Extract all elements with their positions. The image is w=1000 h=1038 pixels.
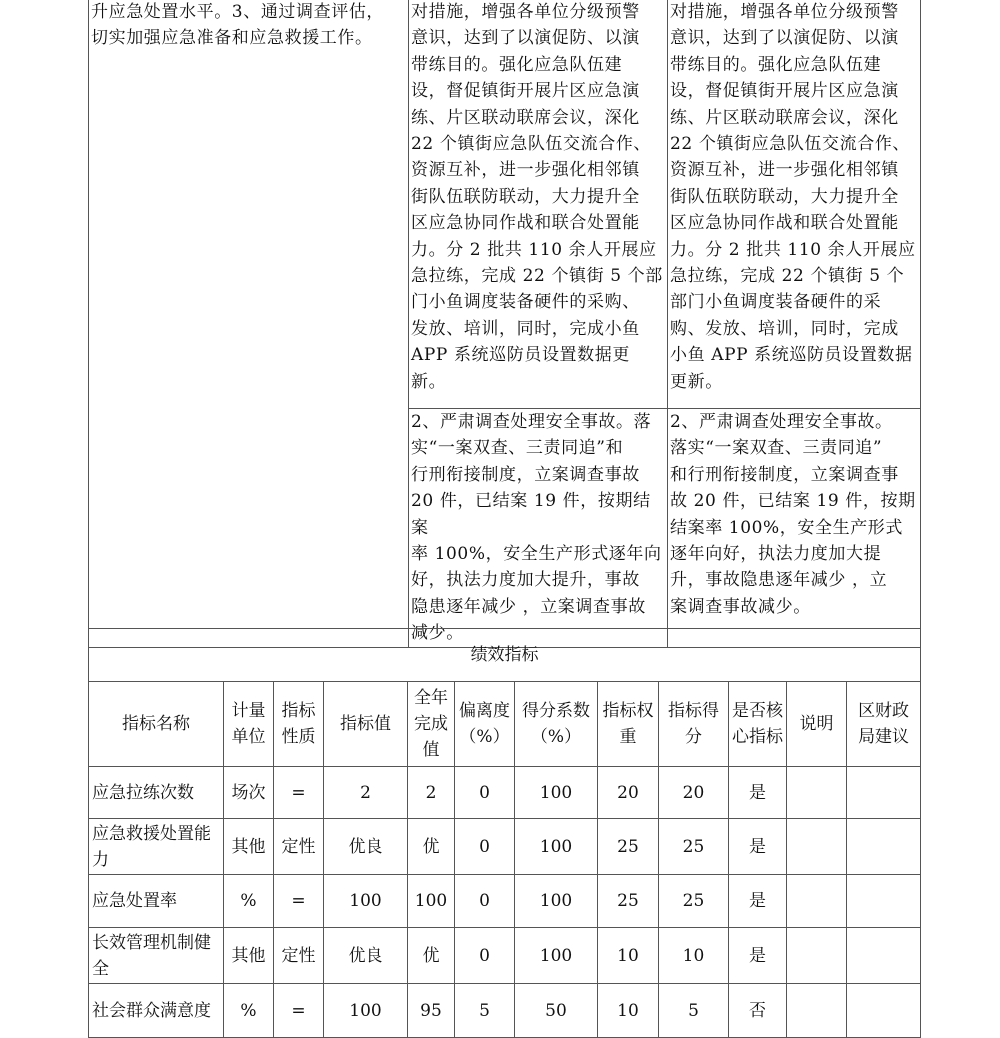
evaluation-text-2: 2、严肃调查处理安全事故。 落实“一案双查、三责同追” 和行刑衔接制度，立案调查事 故 20 件，已结案 19 件，按期 结案率 100%，安全生产形式 逐年向好，执法力度加大提 升，事故隐患逐年减少 ，立 案调查事故减少。 — [670, 412, 916, 617]
table-cell — [847, 984, 921, 1038]
table-header-row — [89, 682, 921, 767]
table-row — [89, 819, 921, 875]
table-cell: % — [224, 984, 274, 1038]
table-cell: = — [274, 984, 324, 1038]
table-cell: 应急拉练次数 — [89, 767, 224, 819]
table-cell: 其他 — [224, 819, 274, 875]
table-cell: 定性 — [274, 819, 324, 875]
table-cell — [847, 819, 921, 875]
header-deviation: 偏离度 （%） — [455, 682, 515, 767]
header-score-coefficient: 得分系数 （%） — [515, 682, 598, 767]
summary-table-continued — [88, 0, 921, 648]
table-cell: 10 — [598, 928, 659, 984]
table-cell — [847, 767, 921, 819]
header-finance-advice: 区财政 局建议 — [847, 682, 921, 767]
table-cell: = — [274, 767, 324, 819]
table-cell: 5 — [455, 984, 515, 1038]
completion-cell-1 — [409, 0, 668, 409]
completion-text-2: 2、严肃调查处理安全事故。落 实“一案双查、三责同追”和 行刑衔接制度，立案调查事故 20 件，已结案 19 件，按期结案 率 100%，安全生产形式逐年向 好，执法力度加大提升，事故 隐患逐年减少 ，立案调查事故 减少。 — [411, 412, 662, 644]
table-cell — [787, 875, 847, 928]
header-indicator-name: 指标名称 — [89, 682, 224, 767]
table-cell: 100 — [515, 819, 598, 875]
table-cell: 场次 — [224, 767, 274, 819]
table-cell: 2 — [408, 767, 455, 819]
table-row — [89, 928, 921, 984]
table-cell: 5 — [659, 984, 729, 1038]
table-row — [89, 984, 921, 1038]
performance-indicator-table — [88, 628, 921, 1038]
table-cell: 其他 — [224, 928, 274, 984]
header-note: 说明 — [787, 682, 847, 767]
table-cell: = — [274, 875, 324, 928]
header-is-core: 是否核 心指标 — [729, 682, 787, 767]
table-cell — [847, 928, 921, 984]
table-cell: 是 — [729, 767, 787, 819]
table-cell: 10 — [659, 928, 729, 984]
table-cell — [847, 875, 921, 928]
table-cell: 是 — [729, 819, 787, 875]
table-cell: 长效管理机制健 全 — [89, 928, 224, 984]
table-cell: 100 — [324, 875, 408, 928]
table-cell: 100 — [515, 928, 598, 984]
evaluation-text-1: 对措施，增强各单位分级预警 意识，达到了以演促防、以演 带练目的。强化应急队伍建 设，督促镇街开展片区应急演 练、片区联动联席会议，深化 22 个镇街应急队伍交流合作、 资源互补，进一步强化相邻镇 街队伍联防联动，大力提升全 区应急协同作战和联合处置能 力。分 2 批共 110 余人开展应 急拉练，完成 22 个镇街 5 个 部门小鱼调度装备硬件的采 购、发放、培训，同时，完成 小鱼 APP 系统巡防员设置数据 更新。 — [670, 2, 916, 392]
evaluation-cell-2 — [668, 409, 921, 648]
table-cell: 100 — [515, 875, 598, 928]
table-cell: 应急处置率 — [89, 875, 224, 928]
header-nature: 指标 性质 — [274, 682, 324, 767]
header-indicator-value: 指标值 — [324, 682, 408, 767]
table-cell: 是 — [729, 875, 787, 928]
header-score: 指标得 分 — [659, 682, 729, 767]
table-cell: 0 — [455, 875, 515, 928]
table-cell: 2 — [324, 767, 408, 819]
table-cell: 定性 — [274, 928, 324, 984]
table-cell: % — [224, 875, 274, 928]
table-cell: 100 — [515, 767, 598, 819]
table-cell — [787, 819, 847, 875]
table-cell: 10 — [598, 984, 659, 1038]
table-cell: 优 — [408, 928, 455, 984]
header-weight: 指标权 重 — [598, 682, 659, 767]
section-title: 绩效指标 — [89, 629, 921, 682]
table-cell: 0 — [455, 819, 515, 875]
table-cell: 0 — [455, 767, 515, 819]
table-cell — [787, 928, 847, 984]
table-cell: 100 — [324, 984, 408, 1038]
target-description-text: 升应急处置水平。3、通过调查评估， 切实加强应急准备和应急救援工作。 — [91, 2, 385, 49]
table-cell: 25 — [598, 875, 659, 928]
table-cell: 50 — [515, 984, 598, 1038]
evaluation-cell-1 — [668, 0, 921, 409]
table-cell: 20 — [598, 767, 659, 819]
target-description-cell — [89, 0, 409, 647]
table-row — [89, 767, 921, 819]
table-cell — [787, 767, 847, 819]
table-cell — [787, 984, 847, 1038]
table-cell: 25 — [598, 819, 659, 875]
table-cell: 优良 — [324, 819, 408, 875]
table-cell: 优良 — [324, 928, 408, 984]
table-cell: 社会群众满意度 — [89, 984, 224, 1038]
table-cell: 95 — [408, 984, 455, 1038]
table-cell: 100 — [408, 875, 455, 928]
header-annual-completion: 全年 完成 值 — [408, 682, 455, 767]
table-cell: 否 — [729, 984, 787, 1038]
table-cell: 是 — [729, 928, 787, 984]
completion-cell-2 — [409, 409, 668, 648]
table-cell: 应急救援处置能 力 — [89, 819, 224, 875]
completion-text-1: 对措施，增强各单位分级预警 意识，达到了以演促防、以演 带练目的。强化应急队伍建 设，督促镇街开展片区应急演 练、片区联动联席会议，深化 22 个镇街应急队伍交流合作、 资源互补，进一步强化相邻镇 街队伍联防联动，大力提升全 区应急协同作战和联合处置能 力。分 2 批共 110 余人开展应 急拉练，完成 22 个镇街 5 个部 门小鱼调度装备硬件的采购、 发放、培训，同时，完成小鱼 APP 系统巡防员设置数据更 新。 — [411, 2, 663, 392]
table-cell: 优 — [408, 819, 455, 875]
table-cell: 25 — [659, 819, 729, 875]
table-cell: 0 — [455, 928, 515, 984]
header-unit: 计量 单位 — [224, 682, 274, 767]
table-row — [89, 875, 921, 928]
table-cell: 25 — [659, 875, 729, 928]
table-cell: 20 — [659, 767, 729, 819]
